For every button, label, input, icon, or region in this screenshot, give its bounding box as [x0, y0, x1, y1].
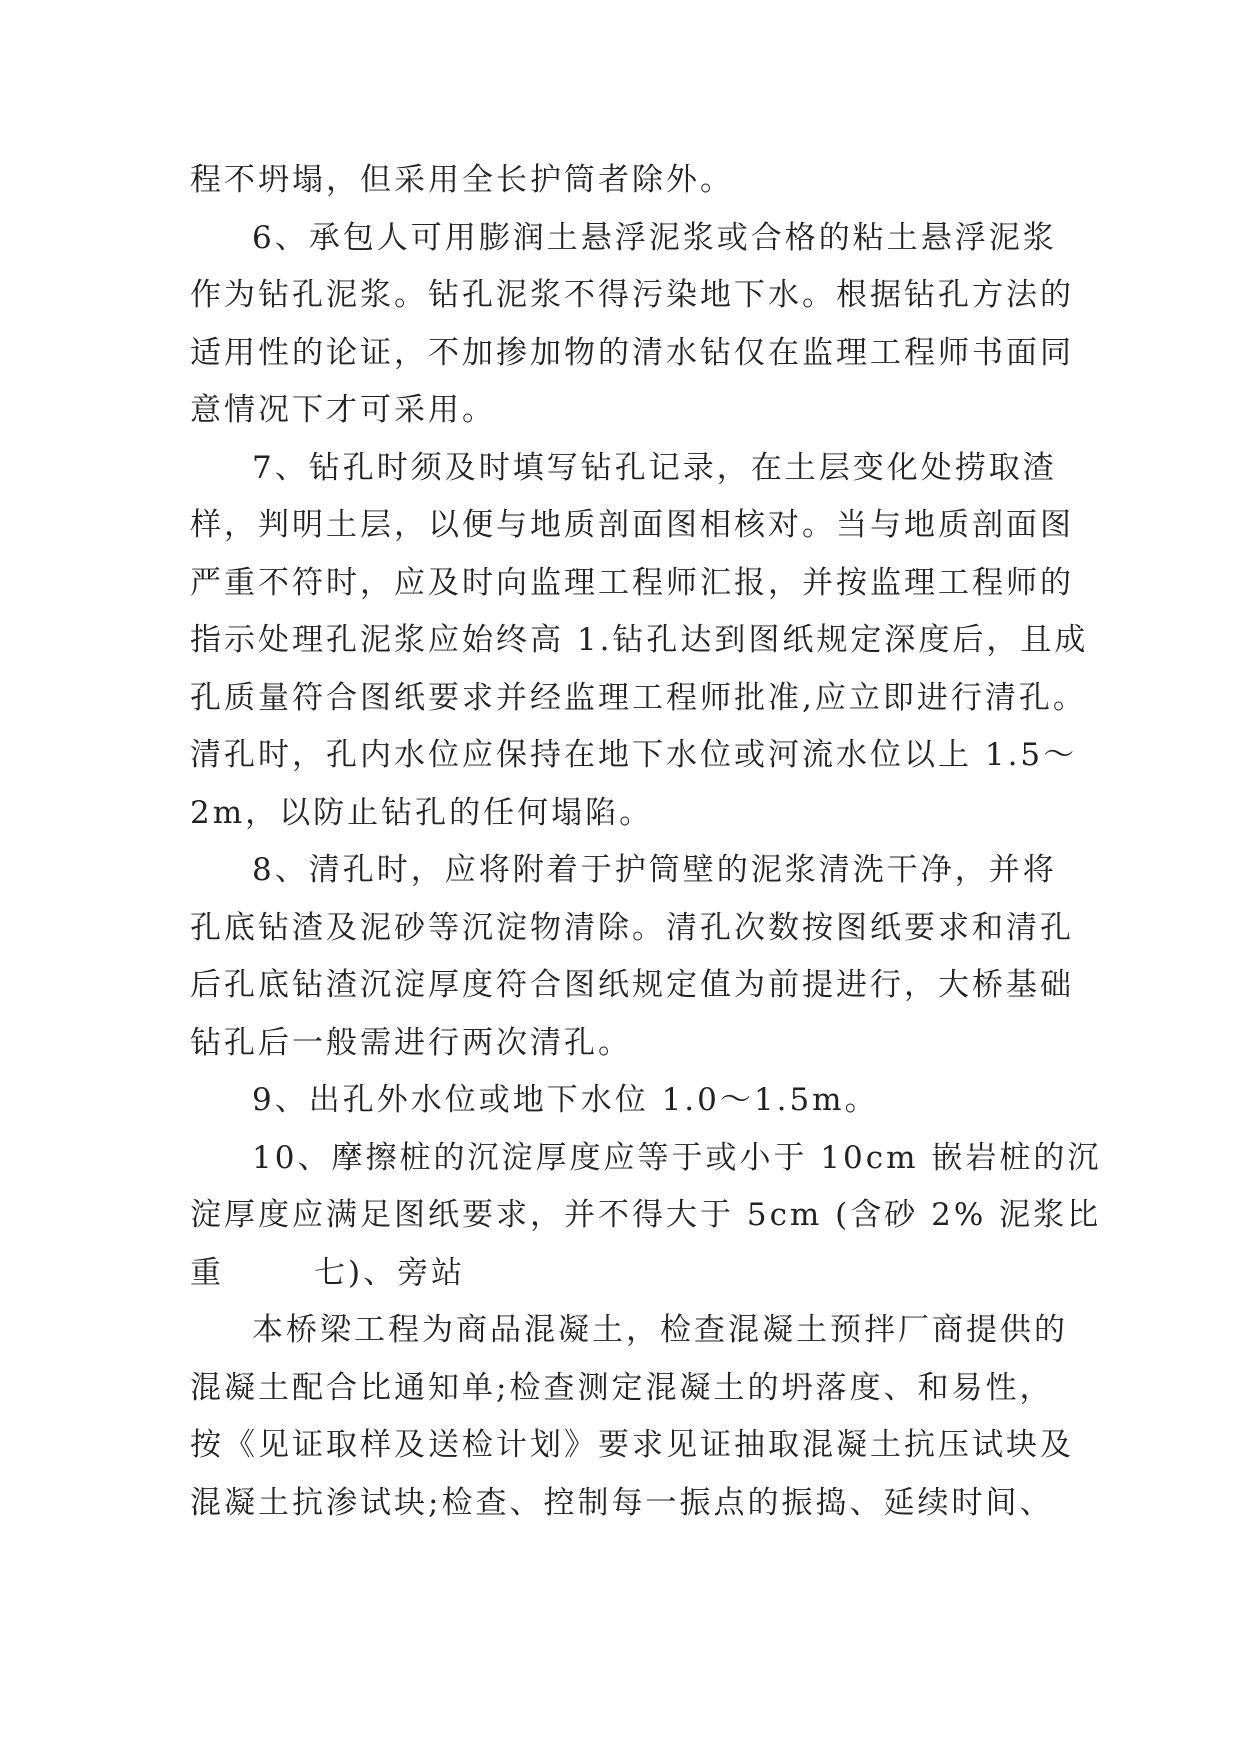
text-line: 严重不符时，应及时向监理工程师汇报，并按监理工程师的 — [190, 564, 1074, 601]
text-line: 适用性的论证，不加掺加物的清水钻仅在监理工程师书面同 — [190, 334, 1074, 371]
text-line: 钻孔后一般需进行两次清孔。 — [190, 1024, 632, 1061]
text-line: 后孔底钻渣沉淀厚度符合图纸规定值为前提进行，大桥基础 — [190, 967, 1074, 1003]
text-line: 程不坍塌，但采用全长护筒者除外。 — [190, 162, 734, 198]
text-line: 混凝土配合比通知单;检查测定混凝土的坍落度、和易性， — [190, 1369, 1054, 1406]
text-line: 作为钻孔泥浆。钻孔泥浆不得污染地下水。根据钻孔方法的 — [190, 277, 1074, 313]
text-line: 7、钻孔时须及时填写钻孔记录，在土层变化处捞取渣 — [252, 449, 1057, 486]
text-line: 样，判明土层，以便与地质剖面图相核对。当与地质剖面图 — [190, 507, 1074, 543]
text-line: 混凝土抗渗试块;检查、控制每一振点的振捣、延续时间、 — [190, 1484, 1054, 1521]
text-line: 8、清孔时，应将附着于护筒壁的泥浆清洗干净，并将 — [252, 852, 1057, 888]
text-line-split — [190, 1245, 1050, 1303]
text-line: 10、摩擦桩的沉淀厚度应等于或小于 10cm 嵌岩桩的沉 — [252, 1139, 1102, 1176]
text-line: 孔质量符合图纸要求并经监理工程师批准,应立即进行清孔。 — [190, 679, 1087, 716]
text-line: 9、出孔外水位或地下水位 1.0～1.5m。 — [252, 1082, 879, 1118]
text-line: 6、承包人可用膨润土悬浮泥浆或合格的粘土悬浮泥浆 — [252, 219, 1057, 256]
text-line: 按《见证取样及送检计划》要求见证抽取混凝土抗压试块及 — [190, 1427, 1074, 1463]
text-line: 意情况下才可采用。 — [190, 392, 496, 428]
text-line: 孔底钻渣及泥砂等沉淀物清除。清孔次数按图纸要求和清孔 — [190, 909, 1074, 946]
section-heading: 七)、旁站 — [314, 1254, 466, 1291]
text-fragment: 重 — [190, 1254, 224, 1291]
text-line: 淀厚度应满足图纸要求，并不得大于 5cm (含砂 2% 泥浆比 — [190, 1197, 1102, 1233]
text-line: 指示处理孔泥浆应始终高 1.钻孔达到图纸规定深度后，且成 — [190, 622, 1089, 658]
text-line: 清孔时，孔内水位应保持在地下水位或河流水位以上 1.5～ — [190, 737, 1078, 773]
text-line: 本桥梁工程为商品混凝土，检查混凝土预拌厂商提供的 — [252, 1312, 1068, 1348]
body-text — [190, 152, 1102, 1532]
text-line: 2m，以防止钻孔的任何塌陷。 — [190, 794, 654, 831]
